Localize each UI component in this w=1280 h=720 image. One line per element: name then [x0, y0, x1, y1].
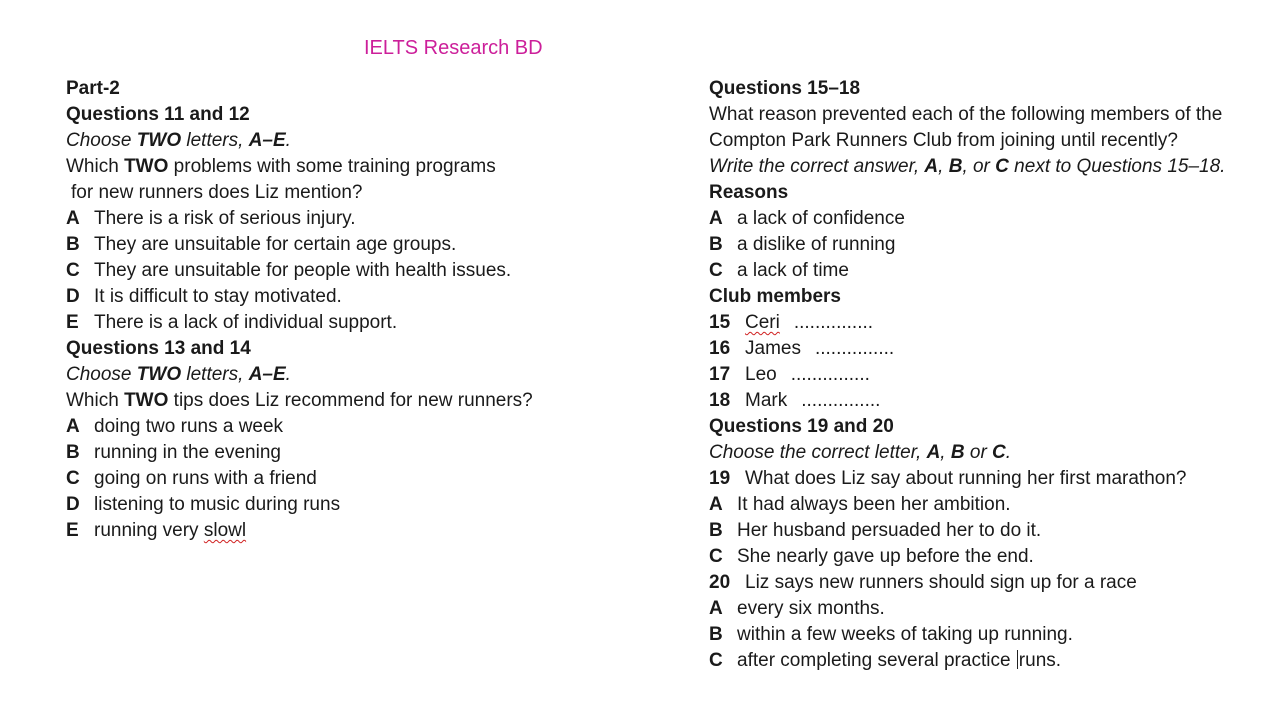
member-name: Mark	[745, 390, 788, 411]
reason-b: B a dislike of running	[709, 234, 896, 255]
q15-18-question: What reason prevented each of the following members of the	[709, 104, 1223, 125]
q15-18-heading: Questions 15–18	[709, 78, 861, 99]
q15-18-instruction: Write the correct answer, A, B, or C next to Questions 15–18.	[709, 156, 1226, 177]
answer-blank: ...............	[793, 312, 874, 333]
member-name: Leo	[745, 364, 777, 385]
right-column	[709, 76, 1269, 674]
question-20: 20 Liz says new runners should sign up for a race	[709, 572, 1137, 593]
option-a: A There is a risk of serious injury.	[66, 208, 356, 229]
option-e: E running very slowl	[66, 520, 247, 541]
option-d: D listening to music during runs	[66, 494, 341, 515]
member-17: 17 Leo ...............	[709, 364, 870, 385]
part-label: Part-2	[66, 78, 120, 99]
option-e: E There is a lack of individual support.	[66, 312, 398, 333]
option-a: A doing two runs a week	[66, 416, 284, 437]
misspelled-word: slowl	[203, 520, 247, 541]
option-b: B They are unsuitable for certain age groups.	[66, 234, 457, 255]
q13-14-instruction: Choose TWO letters, A–E.	[66, 364, 291, 385]
q20-option-b: B within a few weeks of taking up running.	[709, 624, 1073, 645]
q15-18-question-cont: Compton Park Runners Club from joining until recently?	[709, 130, 1178, 151]
q13-14-heading: Questions 13 and 14	[66, 338, 251, 359]
answer-blank: ...............	[801, 390, 881, 411]
member-18: 18 Mark ...............	[709, 390, 881, 411]
member-16: 16 James ...............	[709, 338, 895, 359]
q13-14-question: Which TWO tips does Liz recommend for new runners?	[66, 390, 533, 411]
q11-12-question: Which TWO problems with some training programs	[66, 156, 496, 177]
member-name: James	[745, 338, 801, 359]
reason-c: C a lack of time	[709, 260, 849, 281]
q11-12-question-cont: for new runners does Liz mention?	[71, 182, 363, 203]
q11-12-heading: Questions 11 and 12	[66, 104, 250, 125]
option-c: C They are unsuitable for people with health issues.	[66, 260, 512, 281]
q11-12-instruction: Choose TWO letters, A–E.	[66, 130, 291, 151]
left-column	[66, 76, 666, 544]
option-b: B running in the evening	[66, 442, 281, 463]
page-header: IELTS Research BD	[364, 37, 543, 59]
answer-blank: ...............	[790, 364, 870, 385]
q19-option-c: C She nearly gave up before the end.	[709, 546, 1034, 567]
text-cursor	[1017, 650, 1018, 669]
q20-option-c: C after completing several practice runs.	[709, 650, 1062, 671]
reason-a: A a lack of confidence	[709, 208, 905, 229]
q19-20-heading: Questions 19 and 20	[709, 416, 894, 437]
club-members-heading: Club members	[709, 286, 841, 307]
q19-option-b: B Her husband persuaded her to do it.	[709, 520, 1042, 541]
member-name: Ceri	[745, 312, 780, 333]
q19-option-a: A It had always been her ambition.	[709, 494, 1011, 515]
q20-option-a: A every six months.	[709, 598, 885, 619]
answer-blank: ...............	[814, 338, 895, 359]
question-19: 19 What does Liz say about running her first marathon?	[709, 468, 1187, 489]
option-c: C going on runs with a friend	[66, 468, 317, 489]
reasons-heading: Reasons	[709, 182, 789, 203]
option-d: D It is difficult to stay motivated.	[66, 286, 342, 307]
member-15: 15 Ceri ...............	[709, 312, 874, 333]
q19-20-instruction: Choose the correct letter, A, B or C.	[709, 442, 1012, 463]
